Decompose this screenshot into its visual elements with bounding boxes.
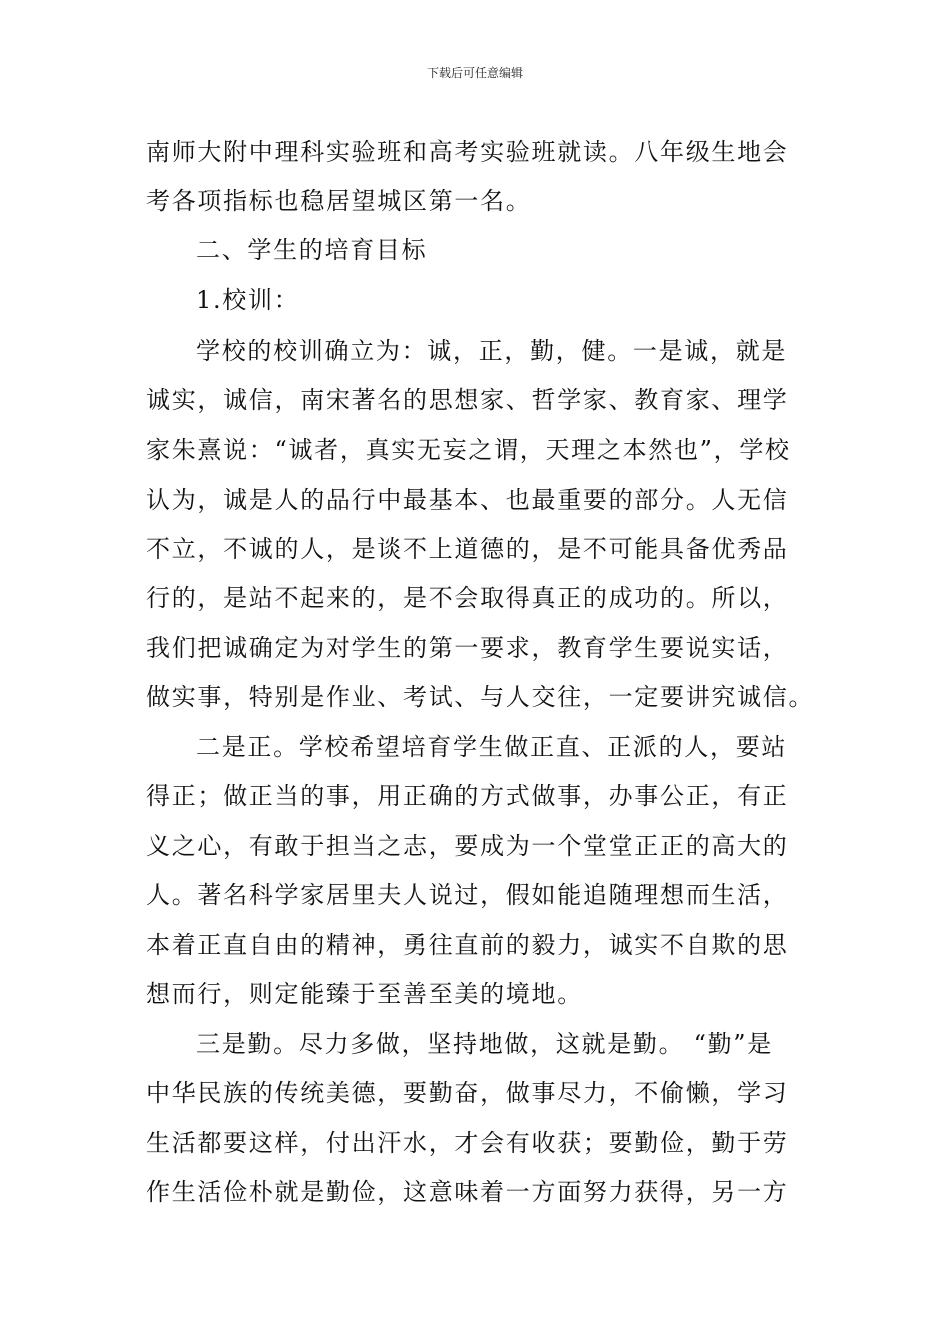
text-line: 本着正直自由的精神，勇往直前的毅力，诚实不自欺的思	[146, 931, 789, 959]
text-line: 作生活俭朴就是勤俭，这意味着一方面努力获得，另一方	[146, 1178, 789, 1206]
text-line: 得正；做正当的事，用正确的方式做事，办事公正，有正	[146, 782, 789, 810]
text-line: 考各项指标也稳居望城区第一名。	[146, 187, 532, 215]
text-line: 行的，是站不起来的，是不会取得真正的成功的。所以，	[146, 584, 789, 612]
section-heading: 二、学生的培育目标	[196, 236, 428, 264]
page-header-note: 下载后可任意编辑	[426, 66, 523, 80]
text-line: 南师大附中理科实验班和高考实验班就读。八年级生地会	[146, 138, 789, 166]
text-line: 义之心，有敢于担当之志，要成为一个堂堂正正的高大的	[146, 832, 789, 860]
text-line: 人。著名科学家居里夫人说过，假如能追随理想而生活，	[146, 881, 789, 909]
text-line: 不立，不诚的人，是谈不上道德的，是不可能具备优秀品	[146, 535, 789, 563]
subsection-heading: 1.校训：	[196, 286, 300, 314]
text-line: 生活都要这样，付出汗水，才会有收获；要勤俭，勤于劳	[146, 1129, 789, 1157]
paragraph-first-line: 二是正。学校希望培育学生做正直、正派的人，要站	[196, 733, 788, 761]
text-line: 中华民族的传统美德，要勤奋，做事尽力，不偷懒，学习	[146, 1079, 789, 1107]
text-line: 诚实，诚信，南宋著名的思想家、哲学家、教育家、理学	[146, 386, 789, 414]
text-line: 想而行，则定能臻于至善至美的境地。	[146, 980, 583, 1008]
text-line: 家朱熹说：“诚者，真实无妄之谓，天理之本然也”，学校	[146, 436, 791, 464]
text-line: 认为，诚是人的品行中最基本、也最重要的部分。人无信	[146, 486, 789, 514]
text-line: 我们把诚确定为对学生的第一要求，教育学生要说实话，	[146, 634, 789, 662]
paragraph-first-line: 三是勤。尽力多做，坚持地做，这就是勤。 “勤”是	[196, 1030, 773, 1058]
text-line: 做实事，特别是作业、考试、与人交往，一定要讲究诚信。	[146, 683, 815, 711]
paragraph-first-line: 学校的校训确立为：诚，正，勤，健。一是诚，就是	[196, 337, 788, 365]
